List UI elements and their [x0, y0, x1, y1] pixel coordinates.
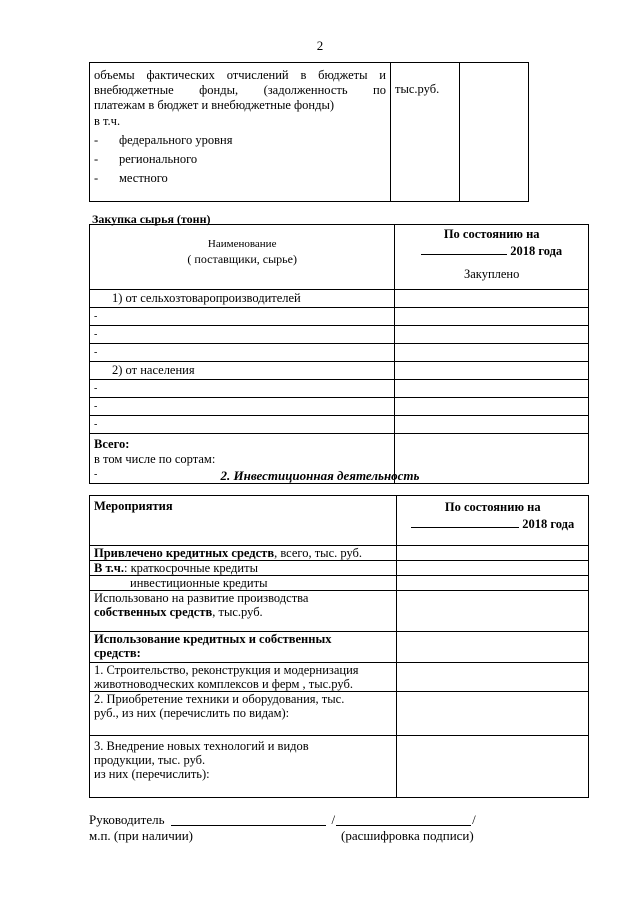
- raw-materials-title: Закупка сырья (тонн): [92, 212, 211, 226]
- value-cell[interactable]: [397, 561, 589, 576]
- seal-label: м.п. (при наличии): [89, 828, 193, 843]
- value-cell[interactable]: [395, 416, 589, 434]
- invest-credit-row: инвестиционные кредиты: [90, 576, 397, 591]
- decipher-label: (расшифровка подписи): [341, 828, 474, 843]
- investment-title: 2. Инвестиционная деятельность: [220, 468, 420, 483]
- list-item: - федерального уровня: [94, 133, 233, 147]
- value-cell[interactable]: [397, 546, 589, 561]
- list-item: - регионального: [94, 152, 198, 166]
- table-row: -: [90, 398, 395, 416]
- header-bought: Закуплено: [464, 267, 520, 281]
- group-farm-producers: 1) от сельхозтоваропроизводителей: [90, 290, 395, 308]
- value-cell[interactable]: [460, 63, 529, 202]
- value-cell[interactable]: [395, 344, 589, 362]
- own-funds-row: Использовано на развитие производства собственных средств, тыс.руб.: [90, 591, 397, 632]
- head-label: Руководитель: [89, 812, 165, 827]
- header-state: По состоянию на 2018 года Закуплено: [395, 225, 589, 290]
- table-row: -: [90, 380, 395, 398]
- decipher-line[interactable]: [336, 812, 471, 826]
- value-cell[interactable]: [397, 576, 589, 591]
- value-cell[interactable]: [395, 326, 589, 344]
- value-cell[interactable]: [397, 692, 589, 736]
- budget-payments-table: [89, 62, 529, 202]
- short-credit-row: В т.ч.: краткосрочные кредиты: [90, 561, 397, 576]
- total-cell: Всего: в том числе по сортам: -: [90, 434, 395, 484]
- table-row: -: [90, 416, 395, 434]
- credit-row: Привлечено кредитных средств, всего, тыс. руб.: [90, 546, 397, 561]
- signature-block: Руководитель / / м.п. (при наличии) (расшифровка подписи): [89, 812, 476, 843]
- date-blank[interactable]: [421, 242, 507, 255]
- value-cell[interactable]: [395, 290, 589, 308]
- value-cell[interactable]: [395, 362, 589, 380]
- value-cell[interactable]: [397, 591, 589, 632]
- value-cell[interactable]: [397, 736, 589, 798]
- value-cell[interactable]: [395, 398, 589, 416]
- value-cell[interactable]: [395, 308, 589, 326]
- construction-row: 1. Строительство, реконструкция и модернизация животноводческих комплексов и ферм , тыс.руб.: [90, 663, 397, 692]
- header-state: По состоянию на 2018 года: [397, 496, 589, 546]
- value-cell[interactable]: [397, 632, 589, 663]
- unit-cell: тыс.руб.: [391, 63, 460, 202]
- budget-text-line1: объемы фактических отчислений в бюджеты и: [94, 68, 386, 82]
- header-activities: Мероприятия: [90, 496, 397, 546]
- use-funds-row: Использование кредитных и собственных средств:: [90, 632, 397, 663]
- signature-line[interactable]: [171, 812, 326, 826]
- value-cell[interactable]: [397, 663, 589, 692]
- table-row: -: [90, 308, 395, 326]
- incl-label: в т.ч.: [94, 114, 121, 128]
- header-name: Наименование ( поставщики, сырье): [90, 225, 395, 290]
- budget-text-line2: внебюджетные фонды, (задолженность по: [94, 83, 386, 97]
- budget-text-line3: платежам в бюджет и внебюджетные фонды): [94, 98, 335, 112]
- raw-materials-table: [89, 224, 589, 484]
- budget-payments-cell: [90, 63, 391, 202]
- technology-row: 3. Внедрение новых технологий и видов продукции, тыс. руб. из них (перечислить):: [90, 736, 397, 798]
- investment-table: [89, 495, 589, 798]
- table-row: -: [90, 344, 395, 362]
- equipment-row: 2. Приобретение техники и оборудования, тыс. руб., из них (перечислить по видам):: [90, 692, 397, 736]
- date-blank[interactable]: [411, 515, 519, 528]
- group-population: 2) от населения: [90, 362, 395, 380]
- table-row: -: [90, 326, 395, 344]
- page-number: 2: [316, 38, 324, 53]
- list-item: - местного: [94, 171, 168, 185]
- value-cell[interactable]: [395, 380, 589, 398]
